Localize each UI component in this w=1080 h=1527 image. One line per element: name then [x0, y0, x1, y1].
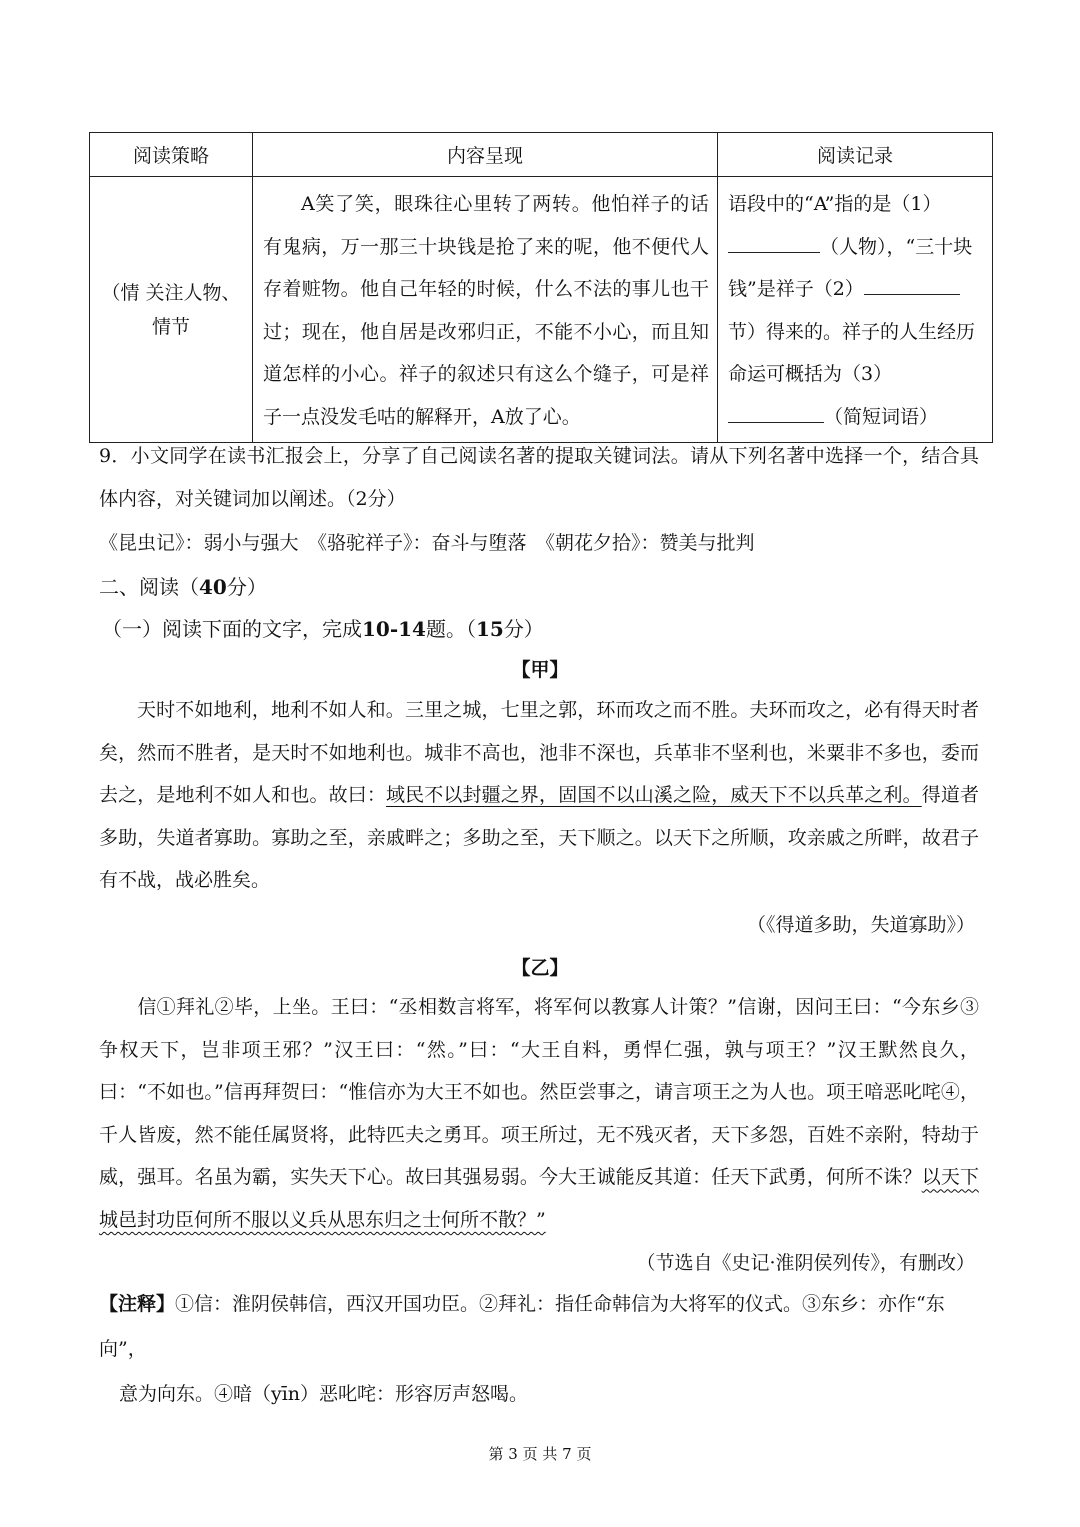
- content-cell: [253, 177, 718, 443]
- answer-blank-3[interactable]: [728, 398, 824, 423]
- passage-yi-source: （节选自《史记·淮阴侯列传》，有删改）: [636, 1252, 975, 1274]
- annotation-text-1: ①信：淮阴侯韩信，西汉开国功臣。②拜礼：指任命韩信为大将军的仪式。③东乡：亦作“东向”，: [99, 1293, 945, 1360]
- annotation-label: 【注释】: [99, 1293, 176, 1315]
- content-passage: A笑了笑，眼珠往心里转了两转。他怕祥子的话有鬼病，万一那三十块钱是抢了来的呢，他不便代人存着赃物。他自己年轻的时候，什么不法的事儿也干过；现在，他自居是改邪归正，不能不小心，而且知道怎样的小心。祥子的叙述只有这么个缝子，可是祥子一点没发毛咕的解释开，A放了心。: [263, 193, 709, 428]
- section-title-c: 分）: [226, 575, 267, 599]
- passage-jia-pre: 天时不如地利，地利不如人和。三里之城，七里之郭，环而攻之而不胜。夫环而攻之，必有得天时者矣，然而不胜者，是天时不如地利也。城非不高也，池非不深也，兵革非不坚利也，米粟非不多也，委而去之，是地利不如人和也。故曰：: [99, 699, 979, 807]
- passage-jia-label: 【甲】: [511, 659, 569, 681]
- table-header-row: [90, 133, 993, 177]
- passage-jia-indent: [99, 699, 137, 721]
- question-9: 9．小文同学在读书汇报会上，分享了自己阅读名著的提取关键词法。请从下列名著中选择一个，结合具体内容，对关键词加以阐述。（2分）: [99, 445, 979, 510]
- part-1-title: [102, 613, 544, 642]
- table-row: [90, 177, 993, 443]
- annotation: [99, 1282, 989, 1417]
- section-title-a: 二、阅读（: [99, 575, 199, 599]
- record-cell: [718, 177, 993, 443]
- page-footer: 第 3 页 共 7 页: [488, 1445, 592, 1463]
- header-reading-record: 阅读记录: [718, 133, 993, 177]
- record-p2: （人物），“三十块钱”是祥子（2）: [728, 235, 973, 300]
- section-title: [99, 571, 267, 600]
- strategy-line2: 情节: [151, 315, 190, 338]
- passage-yi: [99, 986, 979, 1242]
- record-p3: 节）得来的。祥子的人生经历命运可概括为（3）: [728, 320, 976, 385]
- passage-jia: [99, 689, 979, 902]
- strategy-line1: （情 关注人物、: [101, 281, 241, 304]
- part-1-c: 题。（: [425, 617, 476, 641]
- passage-yi-label: 【乙】: [511, 957, 569, 979]
- annotation-line1: [99, 1282, 989, 1372]
- record-p1: 语段中的“A”指的是（1）: [728, 193, 942, 215]
- strategy-cell: [90, 177, 253, 443]
- part-1-range: 10-14: [362, 617, 426, 641]
- part-1-points: 15: [475, 617, 504, 641]
- answer-blank-2[interactable]: [864, 270, 960, 295]
- passage-jia-source: （《得道多助，失道寡助》）: [746, 914, 975, 936]
- passage-jia-underlined: 域民不以封疆之界，固国不以山溪之险，威天下不以兵革之利。: [386, 784, 922, 807]
- annotation-line2: 意为向东。④喑（yīn）恶叱咤：形容厉声怒喝。: [119, 1383, 529, 1405]
- passage-yi-pre: 信①拜礼②毕，上坐。王曰：“丞相数言将军，将军何以教寡人计策？”信谢，因问王曰：“今东乡③争权天下，岂非项王邪？”汉王曰：“然。”曰：“大王自料，勇悍仁强，孰与项王？”汉王默然良久，曰：“不如也。”信再拜贺曰：“惟信亦为大王不如也。然臣尝事之，请言项王之为人也。项王喑恶叱咤④，千人皆废，然不能任属贤将，此特匹夫之勇耳。项王所过，无不残灭者，天下多怨，百姓不亲附，特劫于威，强耳。名虽为霸，实失天下心。故曰其强易弱。今大王诚能反其道：任天下武勇，何所不诛？: [99, 996, 979, 1189]
- question-9-books: 《昆虫记》：弱小与强大 《骆驼祥子》：奋斗与堕落 《朝花夕拾》：赞美与批判: [99, 532, 755, 554]
- part-1-a: （一）阅读下面的文字，完成: [102, 617, 362, 641]
- section-title-points: 40: [199, 575, 227, 599]
- part-1-e: 分）: [503, 617, 544, 641]
- record-p4: （简短词语）: [824, 405, 939, 428]
- passage-jia-post: 得道者多助，失道者寡助。寡助之至，亲戚畔之；多助之至，天下顺之。以天下之所顺，攻亲戚之所畔，故君子有不战，战必胜矣。: [99, 784, 979, 892]
- reading-strategy-table: [89, 132, 993, 443]
- answer-blank-1[interactable]: [728, 228, 820, 253]
- passage-yi-underlined: 以天下城邑封功臣何所不服以义兵从思东归之士何所不散？”: [99, 1166, 979, 1231]
- header-content: 内容呈现: [253, 133, 718, 177]
- header-reading-strategy: 阅读策略: [90, 133, 253, 177]
